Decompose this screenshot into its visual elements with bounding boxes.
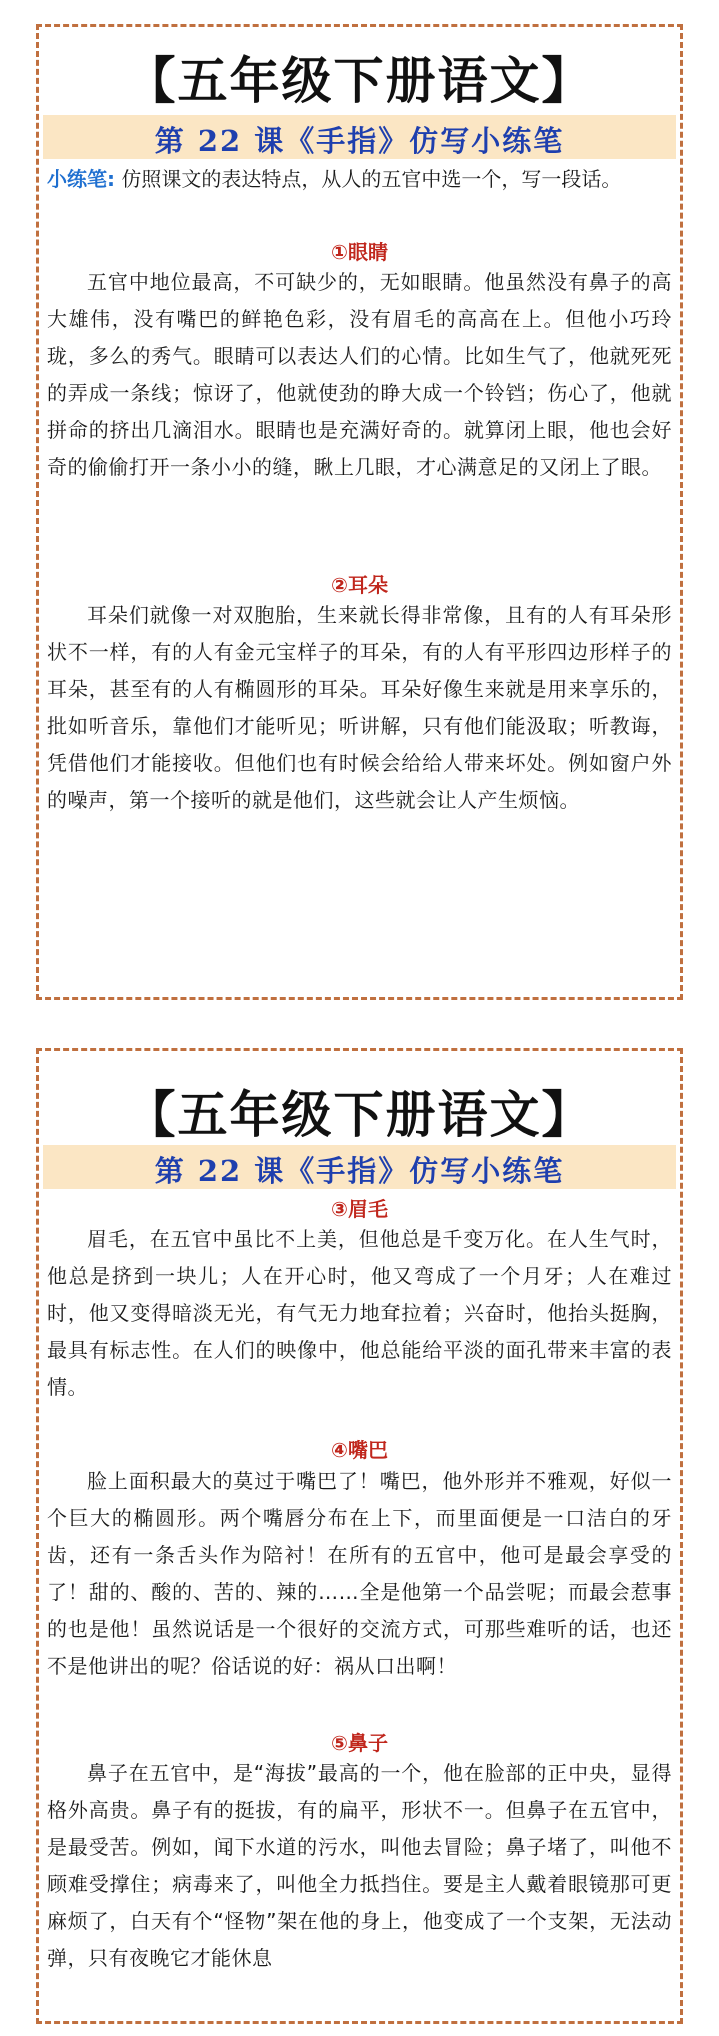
page-title: 【五年级下册语文】 — [125, 51, 594, 110]
exercise-label: 小练笔: — [47, 167, 115, 191]
subtitle-band — [43, 1145, 676, 1189]
section-text-nose: 鼻子在五官中，是“海拔”最高的一个，他在脸部的正中央，显得格外高贵。鼻子有的挺拔，有的扁平，形状不一。但鼻子在五官中，是最受苦。例如，闻下水道的污水，叫他去冒险；鼻子堵了，叫他不顾难受撑住；病毒来了，叫他全力抵挡住。要是主人戴着眼镜那可更麻烦了，白天有个“怪物”架在他的身上，他变成了一个支架，无法动弹，只有夜晚它才能休息 — [47, 1761, 672, 1970]
section-text-ears: 耳朵们就像一对双胞胎，生来就长得非常像，且有的人有耳朵形状不一样，有的人有金元宝样子的耳朵，有的人有平形四边形样子的耳朵，甚至有的人有椭圆形的耳朵。耳朵好像生来就是用来享乐的，批如听音乐，靠他们才能听见；听讲解，只有他们能汲取；听教诲，凭借他们才能接收。但他们也有时候会给给人带来坏处。例如窗户外的噪声，第一个接听的就是他们，这些就会让人产生烦恼。 — [47, 603, 672, 812]
section-heading-eyes: ①眼睛 — [331, 240, 388, 264]
section-heading-eyebrows: ③眉毛 — [331, 1197, 388, 1221]
lesson-subtitle: 第 22 课《手指》仿写小练笔 — [154, 124, 565, 158]
page-title: 【五年级下册语文】 — [125, 1085, 594, 1144]
worksheet-card-2 — [36, 1048, 683, 2024]
section-heading-mouth: ④嘴巴 — [331, 1438, 388, 1462]
section-text-eyes: 五官中地位最高，不可缺少的，无如眼睛。他虽然没有鼻子的高大雄伟，没有嘴巴的鲜艳色彩，没有眉毛的高高在上。但他小巧玲珑，多么的秀气。眼睛可以表达人们的心情。比如生气了，他就死死的弄成一条线；惊讶了，他就使劲的睁大成一个铃铛；伤心了，他就拼命的挤出几滴泪水。眼睛也是充满好奇的。就算闭上眼，他也会好奇的偷偷打开一条小小的缝，瞅上几眼，才心满意足的又闭上了眼。 — [47, 270, 672, 479]
subtitle-band — [43, 115, 676, 159]
lesson-subtitle: 第 22 课《手指》仿写小练笔 — [154, 1154, 565, 1188]
section-text-eyebrows: 眉毛，在五官中虽比不上美，但他总是千变万化。在人生气时，他总是挤到一块儿；人在开心时，他又弯成了一个月牙；人在难过时，他又变得暗淡无光，有气无力地耷拉着；兴奋时，他抬头挺胸，最具有标志性。在人们的映像中，他总能给平淡的面孔带来丰富的表情。 — [47, 1227, 672, 1399]
exercise-instruction: 仿照课文的表达特点，从人的五官中选一个，写一段话。 — [121, 167, 622, 191]
section-heading-ears: ②耳朵 — [331, 573, 388, 597]
exercise-prompt — [47, 165, 672, 193]
worksheet-card-1 — [36, 24, 683, 1000]
section-heading-nose: ⑤鼻子 — [331, 1731, 388, 1755]
section-text-mouth: 脸上面积最大的莫过于嘴巴了！嘴巴，他外形并不雅观，好似一个巨大的椭圆形。两个嘴唇分布在上下，而里面便是一口洁白的牙齿，还有一条舌头作为陪衬！在所有的五官中，他可是最会享受的了！甜的、酸的、苦的、辣的……全是他第一个品尝呢；而最会惹事的也是他！虽然说话是一个很好的交流方式，可那些难听的话，也还不是他讲出的呢？俗话说的好：祸从口出啊！ — [47, 1469, 672, 1678]
